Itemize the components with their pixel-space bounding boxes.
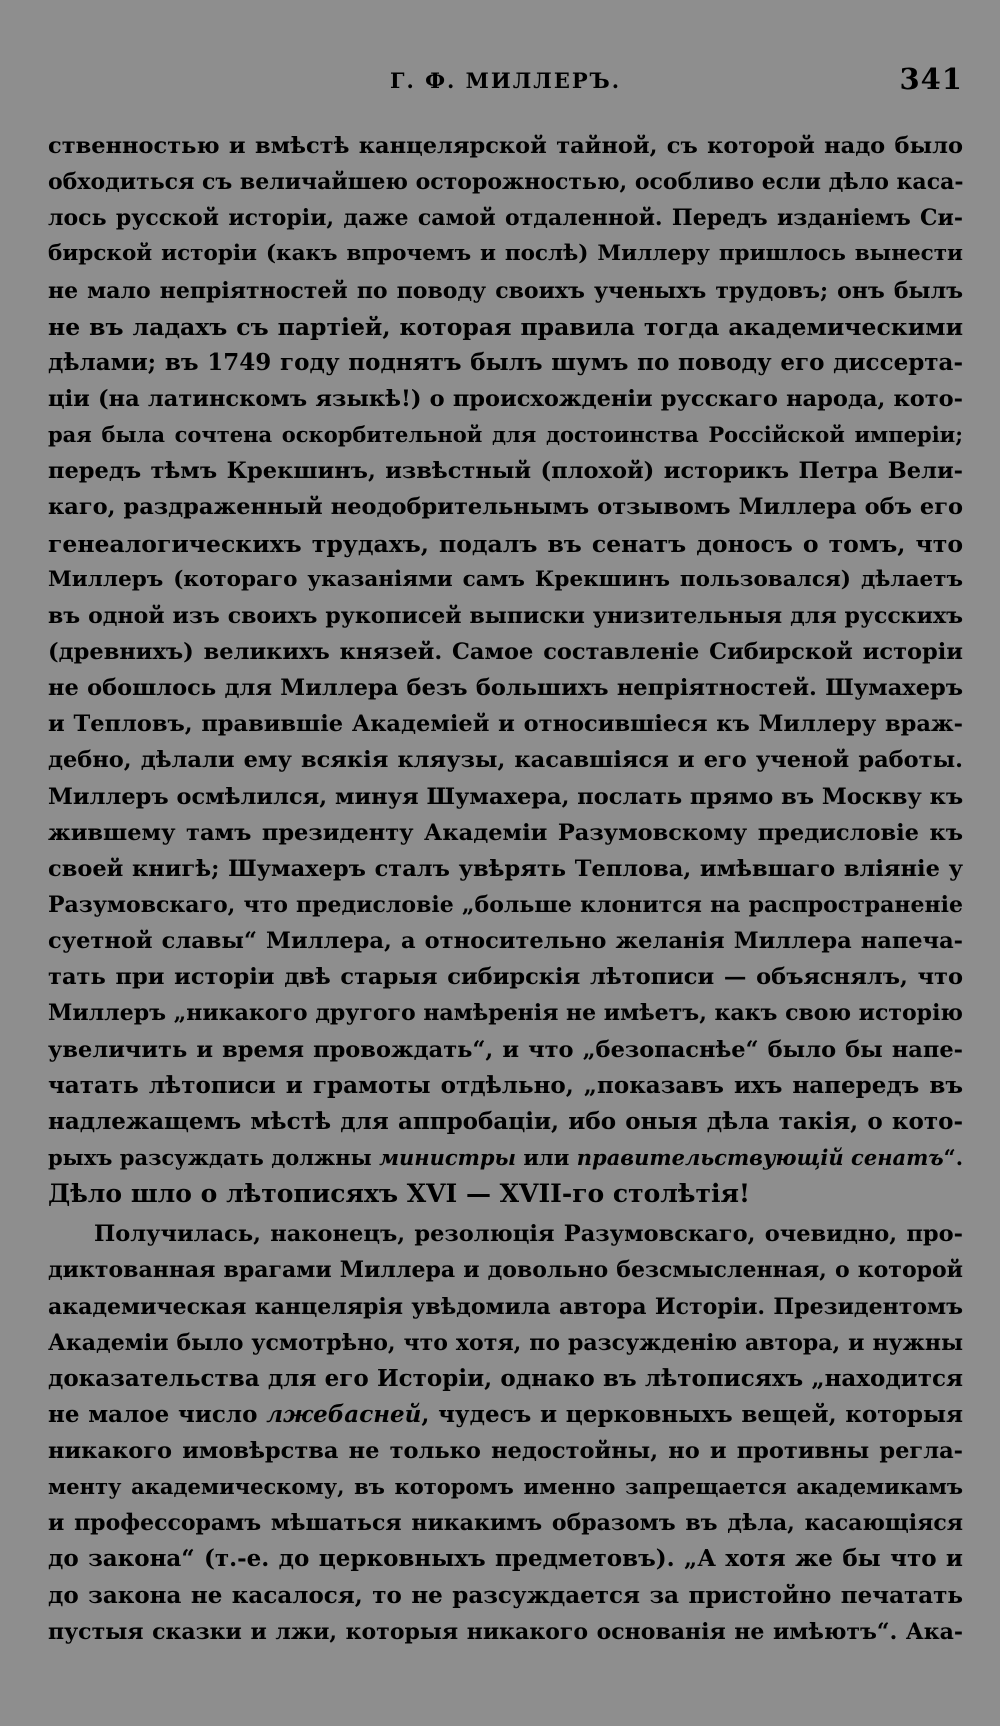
text-line: менту академическому, въ которомъ именно запрещается академикамъ	[48, 1474, 963, 1500]
text-line: Миллеръ осмѣлился, минуя Шумахера, послать прямо въ Москву къ	[48, 783, 964, 810]
text-line: до закона“ (т.-е. до церковныхъ предметовъ). „А хотя же бы что и	[48, 1545, 963, 1573]
text-line: жившему тамъ президенту Академіи Разумовскому предисловіе къ	[48, 819, 963, 846]
text-line: диктованная врагами Миллера и довольно безсмысленная, о которой	[48, 1257, 963, 1284]
text-line: дебно, дѣлали ему всякія кляузы, касавшіяся и его ученой работы.	[48, 747, 963, 774]
text-line: чатать лѣтописи и грамоты отдѣльно, „показавъ ихъ напередъ въ	[48, 1071, 963, 1099]
text-line-with-emphasis	[48, 1397, 963, 1433]
text-line: (древнихъ) великихъ князей. Самое составленіе Сибирской исторіи	[48, 638, 963, 665]
text-line: увеличить и время провождать“, и что „безопаснѣе“ было бы напе-	[48, 1036, 963, 1063]
text-line: тать при исторіи двѣ старыя сибирскія лѣтописи — объяснялъ, что	[48, 964, 963, 991]
text-line: Разумовскаго, что предисловіе „больше клонится на распространеніе	[48, 891, 963, 918]
paragraph-1	[48, 128, 963, 1212]
text-line: не мало непріятностей по поводу своихъ ученыхъ трудовъ; онъ былъ	[48, 277, 963, 304]
text-line: до закона не касалося, то не разсуждается за пристойно печатать	[48, 1581, 963, 1609]
text-line: ственностью и вмѣстѣ канцелярской тайной, съ которой надо было	[48, 133, 963, 159]
text-line: доказательства для его Исторіи, однако въ лѣтописяхъ „находится	[48, 1364, 963, 1392]
emphasis-text: министры	[379, 1144, 516, 1170]
text-line: въ одной изъ своихъ рукописей выписки унизительныя для русскихъ	[48, 602, 963, 629]
text-line: лось русской исторіи, даже самой отдаленной. Передъ изданіемъ Си-	[48, 205, 963, 232]
text-run: рыхъ разсуждать должны	[48, 1144, 380, 1170]
text-run: не малое число	[48, 1400, 267, 1428]
text-line: Миллеръ „никакого другого намѣренія не имѣетъ, какъ свою исторію	[48, 1000, 963, 1027]
page-number: 341	[899, 62, 963, 96]
running-title: Г. Ф. МИЛЛЕРЪ.	[389, 68, 622, 93]
emphasis-text: правительствующій сенатъ	[576, 1144, 944, 1170]
text-line: и Тепловъ, правившіе Академіей и относившіеся къ Миллеру враж-	[48, 711, 963, 738]
text-line: и профессорамъ мѣшаться никакимъ образомъ въ дѣла, касающіяся	[48, 1510, 963, 1537]
text-line: пустыя сказки и лжи, которыя никакого основанія не имѣютъ“. Ака-	[48, 1618, 963, 1645]
text-line: не обошлось для Миллера безъ большихъ непріятностей. Шумахеръ	[48, 675, 963, 702]
text-line: Миллеръ (котораго указаніями самъ Крекшинъ пользовался) дѣлаетъ	[48, 566, 963, 592]
body-text	[48, 128, 963, 1650]
paragraph-2	[48, 1216, 963, 1650]
text-run: или	[515, 1144, 577, 1170]
text-line: никакого имовѣрства не только недостойны, но и противны регла-	[48, 1438, 963, 1465]
text-line-last: Дѣло шло о лѣтописяхъ XVI — XVII-го столѣтія!	[48, 1179, 750, 1209]
text-line: генеалогическихъ трудахъ, подалъ въ сенатъ доносъ о томъ, что	[48, 529, 963, 558]
text-line: академическая канцелярія увѣдомила автора Исторіи. Президентомъ	[48, 1293, 963, 1320]
text-line: своей книгѣ; Шумахеръ сталъ увѣрять Теплова, имѣвшаго вліяніе у	[48, 855, 963, 882]
text-line: каго, раздраженный неодобрительнымъ отзывомъ Миллера объ его	[48, 494, 963, 521]
text-line: бирской исторіи (какъ впрочемъ и послѣ) Миллеру пришлось вынести	[48, 241, 963, 267]
text-line-with-emphasis	[48, 1140, 963, 1176]
text-line: суетной славы“ Миллера, а относительно желанія Миллера напеча-	[48, 928, 963, 955]
text-line: Академіи было усмотрѣно, что хотя, по разсужденію автора, и нужны	[48, 1329, 963, 1356]
text-line: не въ ладахъ съ партіей, которая правила тогда академическими	[48, 312, 963, 341]
text-line: рая была сочтена оскорбительной для достоинства Россійской имперіи;	[48, 422, 963, 448]
text-line: дѣлами; въ 1749 году поднятъ былъ шумъ по поводу его диссерта-	[48, 348, 963, 376]
emphasis-text: лжебасней	[266, 1400, 422, 1428]
text-run: , чудесъ и церковныхъ вещей, которыя	[421, 1400, 963, 1428]
text-line-indented: Получилась, наконецъ, резолюція Разумовскаго, очевидно, про-	[94, 1221, 963, 1248]
text-line: надлежащемъ мѣстѣ для аппробаціи, ибо оныя дѣла такія, о кото-	[48, 1107, 963, 1135]
running-head	[48, 62, 963, 96]
text-run: “.	[943, 1144, 963, 1170]
text-line: передъ тѣмъ Крекшинъ, извѣстный (плохой) историкъ Петра Вели-	[48, 458, 963, 485]
text-line: ціи (на латинскомъ языкѣ!) о происхожденіи русскаго народа, кото-	[48, 385, 963, 412]
text-line: обходиться съ величайшею осторожностью, особливо если дѣло каса-	[48, 169, 964, 196]
